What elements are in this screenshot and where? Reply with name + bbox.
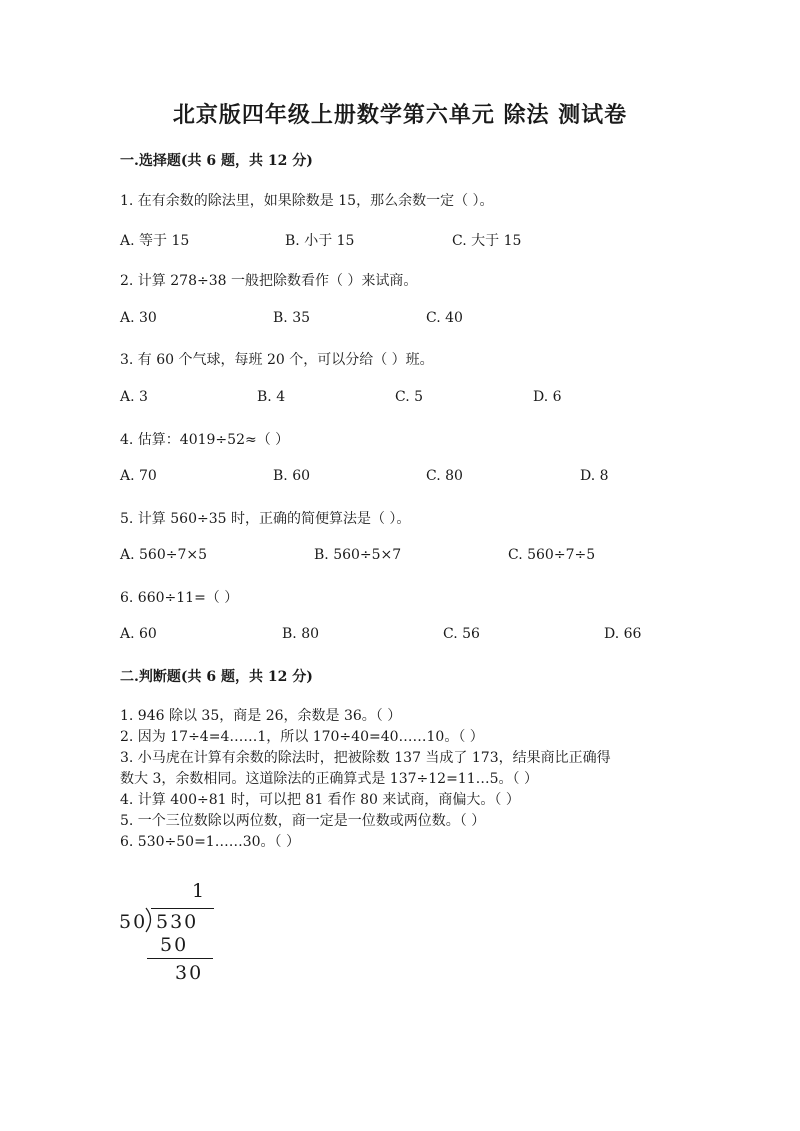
q4-option-d[interactable]: D. 8 (580, 468, 609, 484)
q3-option-c[interactable]: C. 5 (395, 389, 424, 405)
q5-option-a[interactable]: A. 560÷7×5 (120, 547, 208, 563)
q5-option-b[interactable]: B. 560÷5×7 (314, 547, 402, 563)
q4-option-c[interactable]: C. 80 (426, 468, 463, 484)
question-3: 3. 有 60 个气球，每班 20 个，可以分给（ ）班。 (120, 352, 434, 368)
question-2: 2. 计算 278÷38 一般把除数看作（ ）来试商。 (120, 273, 418, 289)
ld-quotient: 1 (192, 880, 207, 902)
ld-vinculum (151, 908, 214, 909)
q2-option-b[interactable]: B. 35 (273, 310, 311, 326)
ld-subtraction-line (147, 958, 213, 959)
q3-option-a[interactable]: A. 3 (120, 389, 148, 405)
q4-option-b[interactable]: B. 60 (273, 468, 311, 484)
q5-option-c[interactable]: C. 560÷7÷5 (508, 547, 596, 563)
judge-line-3: 3. 小马虎在计算有余数的除法时，把被除数 137 当成了 173，结果商比正确得 (120, 750, 611, 766)
long-division-figure (115, 878, 225, 988)
q3-option-d[interactable]: D. 6 (533, 389, 562, 405)
judge-line-2: 2. 因为 17÷4=4……1，所以 170÷40=40……10。（ ） (120, 729, 484, 745)
judge-line-4: 4. 计算 400÷81 时，可以把 81 看作 80 来试商，商偏大。（ ） (120, 792, 520, 808)
section-choice-heading: 一.选择题(共 6 题，共 12 分) (120, 153, 313, 169)
question-5: 5. 计算 560÷35 时，正确的简便算法是（ ）。 (120, 511, 411, 527)
question-6: 6. 660÷11=（ ） (120, 590, 239, 606)
ld-product: 50 (160, 934, 189, 956)
ld-divisor: 50 (119, 911, 148, 933)
section-judge-heading: 二.判断题(共 6 题，共 12 分) (120, 669, 313, 685)
q1-option-a[interactable]: A. 等于 15 (120, 233, 190, 249)
q1-option-c[interactable]: C. 大于 15 (452, 233, 522, 249)
q6-option-b[interactable]: B. 80 (282, 626, 320, 642)
judge-line-1: 1. 946 除以 35，商是 26，余数是 36。（ ） (120, 708, 402, 724)
page-title: 北京版四年级上册数学第六单元 除法 测试卷 (172, 102, 628, 128)
question-1: 1. 在有余数的除法里，如果除数是 15，那么余数一定（ ）。 (120, 193, 494, 209)
judge-line-5: 5. 一个三位数除以两位数，商一定是一位数或两位数。（ ） (120, 813, 486, 829)
q6-option-a[interactable]: A. 60 (120, 626, 157, 642)
q2-option-a[interactable]: A. 30 (120, 310, 157, 326)
q3-option-b[interactable]: B. 4 (257, 389, 286, 405)
ld-remainder: 30 (175, 962, 204, 984)
question-4: 4. 估算：4019÷52≈（ ） (120, 432, 290, 448)
q1-option-b[interactable]: B. 小于 15 (285, 233, 355, 249)
q6-option-c[interactable]: C. 56 (443, 626, 480, 642)
q2-option-c[interactable]: C. 40 (426, 310, 463, 326)
ld-dividend: 530 (156, 911, 199, 933)
judge-line-3-cont: 数大 3，余数相同。这道除法的正确算式是 137÷12=11…5。（ ） (120, 771, 538, 787)
q6-option-d[interactable]: D. 66 (604, 626, 642, 642)
judge-line-6: 6. 530÷50=1……30。（ ） (120, 834, 300, 850)
q4-option-a[interactable]: A. 70 (120, 468, 157, 484)
